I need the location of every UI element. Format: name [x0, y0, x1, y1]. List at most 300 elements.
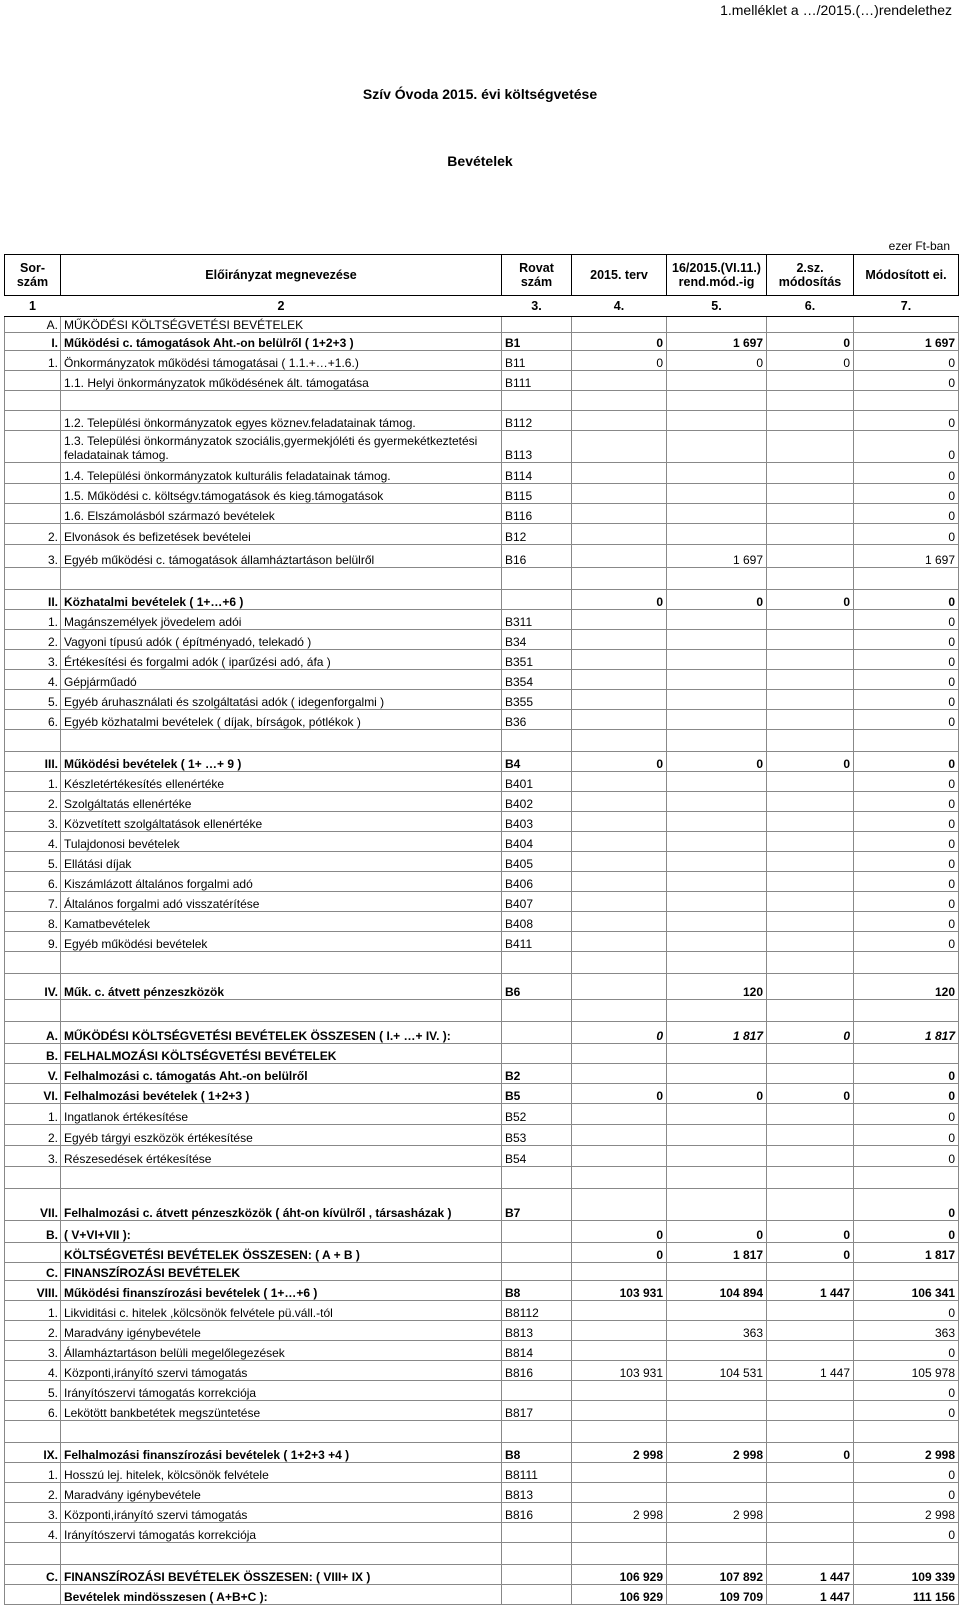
- row-number: 8.: [5, 912, 61, 932]
- row-number: 3.: [5, 812, 61, 832]
- row-number: III.: [5, 752, 61, 772]
- value-2015-plan: [572, 852, 667, 872]
- value-modositott: 0: [854, 504, 959, 524]
- value-rend-mod: 1 697: [667, 333, 767, 351]
- row-code: B351: [502, 650, 572, 670]
- value-modositas: [767, 1125, 854, 1146]
- value-rend-mod: [667, 630, 767, 650]
- value-2015-plan: [572, 1483, 667, 1503]
- table-row: [5, 411, 959, 431]
- row-code: [502, 1565, 572, 1585]
- value-modositott: 0: [854, 1221, 959, 1243]
- value-modositott: 109 339: [854, 1565, 959, 1585]
- value-rend-mod: [667, 1044, 767, 1064]
- value-2015-plan: [572, 568, 667, 590]
- row-code: [502, 1523, 572, 1543]
- row-code: B311: [502, 610, 572, 630]
- value-modositott: [854, 1543, 959, 1565]
- table-row: [5, 932, 959, 952]
- row-number: 3.: [5, 1503, 61, 1523]
- row-code: B402: [502, 792, 572, 812]
- value-modositas: [767, 952, 854, 974]
- row-number: 2.: [5, 792, 61, 812]
- row-number: 2.: [5, 1125, 61, 1146]
- value-2015-plan: 0: [572, 333, 667, 351]
- row-label: Hosszú lej. hitelek, kölcsönök felvétele: [61, 1463, 502, 1483]
- value-modositott: 0: [854, 1463, 959, 1483]
- value-2015-plan: [572, 912, 667, 932]
- row-code: B405: [502, 852, 572, 872]
- table-row: [5, 832, 959, 852]
- row-number: 3.: [5, 1341, 61, 1361]
- value-modositott: 0: [854, 610, 959, 630]
- value-2015-plan: [572, 670, 667, 690]
- value-modositas: [767, 730, 854, 752]
- value-2015-plan: [572, 1341, 667, 1361]
- table-row: [5, 630, 959, 650]
- value-modositas: [767, 411, 854, 431]
- value-modositott: 0: [854, 431, 959, 463]
- value-2015-plan: [572, 431, 667, 463]
- row-number: 6.: [5, 710, 61, 730]
- value-modositott: 1 697: [854, 333, 959, 351]
- row-label: Általános forgalmi adó visszatérítése: [61, 892, 502, 912]
- row-number: 5.: [5, 852, 61, 872]
- row-number: A.: [5, 317, 61, 333]
- budget-table: [4, 254, 959, 1605]
- value-2015-plan: 0: [572, 351, 667, 371]
- table-row: [5, 1084, 959, 1104]
- row-number: VI.: [5, 1084, 61, 1104]
- row-number: IV.: [5, 974, 61, 1000]
- value-modositas: [767, 912, 854, 932]
- row-label: Szolgáltatás ellenértéke: [61, 792, 502, 812]
- value-modositott: [854, 391, 959, 411]
- row-label: Magánszemélyek jövedelem adói: [61, 610, 502, 630]
- column-number: 6.: [767, 296, 854, 317]
- row-label: MŰKÖDÉSI KÖLTSÉGVETÉSI BEVÉTELEK ÖSSZESEN ( I.+ …+ IV. ):: [61, 1022, 502, 1044]
- row-code: B8112: [502, 1301, 572, 1321]
- table-row: [5, 317, 959, 333]
- row-label: FINANSZÍROZÁSI BEVÉTELEK ÖSSZESEN: ( VIII+ IX ): [61, 1565, 502, 1585]
- row-number: B.: [5, 1044, 61, 1064]
- row-code: B2: [502, 1064, 572, 1084]
- value-modositott: 105 978: [854, 1361, 959, 1381]
- row-label: ( V+VI+VII ):: [61, 1221, 502, 1243]
- value-modositott: 0: [854, 1401, 959, 1421]
- row-code: B16: [502, 545, 572, 568]
- value-modositott: 0: [854, 670, 959, 690]
- value-modositott: 0: [854, 752, 959, 772]
- row-code: [502, 1243, 572, 1263]
- row-code: B816: [502, 1361, 572, 1381]
- value-rend-mod: [667, 1263, 767, 1281]
- row-label: Önkormányzatok működési támogatásai ( 1.1.+…+1.6.): [61, 351, 502, 371]
- value-modositott: [854, 952, 959, 974]
- value-2015-plan: [572, 463, 667, 484]
- value-rend-mod: [667, 730, 767, 752]
- row-label: Közhatalmi bevételek ( 1+…+6 ): [61, 590, 502, 610]
- table-row: [5, 1361, 959, 1381]
- value-rend-mod: [667, 912, 767, 932]
- value-2015-plan: [572, 1167, 667, 1189]
- row-code: B1: [502, 333, 572, 351]
- row-number: 2.: [5, 524, 61, 545]
- value-rend-mod: [667, 1104, 767, 1125]
- value-modositas: [767, 1401, 854, 1421]
- value-modositas: 1 447: [767, 1361, 854, 1381]
- row-number: 3.: [5, 650, 61, 670]
- row-label: Felhalmozási bevételek ( 1+2+3 ): [61, 1084, 502, 1104]
- table-row: [5, 1044, 959, 1064]
- row-number: VII.: [5, 1189, 61, 1221]
- row-number: [5, 730, 61, 752]
- value-rend-mod: [667, 872, 767, 892]
- row-number: A.: [5, 1022, 61, 1044]
- value-2015-plan: 103 931: [572, 1281, 667, 1301]
- value-rend-mod: 2 998: [667, 1443, 767, 1463]
- row-label: [61, 952, 502, 974]
- table-row: [5, 812, 959, 832]
- value-rend-mod: [667, 1146, 767, 1167]
- table-row: [5, 974, 959, 1000]
- value-2015-plan: 0: [572, 1084, 667, 1104]
- value-modositott: 0: [854, 524, 959, 545]
- value-2015-plan: [572, 872, 667, 892]
- value-rend-mod: [667, 463, 767, 484]
- value-modositas: [767, 1104, 854, 1125]
- value-rend-mod: 0: [667, 752, 767, 772]
- value-modositas: [767, 670, 854, 690]
- table-row: [5, 545, 959, 568]
- table-row: [5, 710, 959, 730]
- value-modositas: [767, 1321, 854, 1341]
- row-label: Központi,irányító szervi támogatás: [61, 1361, 502, 1381]
- row-label: Vagyoni típusú adók ( építményadó, telekadó ): [61, 630, 502, 650]
- table-row: [5, 730, 959, 752]
- value-2015-plan: [572, 1463, 667, 1483]
- row-code: [502, 952, 572, 974]
- value-rend-mod: 109 709: [667, 1585, 767, 1605]
- row-label: Elvonások és befizetések bevételei: [61, 524, 502, 545]
- row-code: [502, 1044, 572, 1064]
- value-rend-mod: [667, 1341, 767, 1361]
- row-code: B113: [502, 431, 572, 463]
- value-2015-plan: [572, 411, 667, 431]
- row-number: 4.: [5, 1523, 61, 1543]
- row-label: Irányítószervi támogatás korrekciója: [61, 1381, 502, 1401]
- value-modositas: 0: [767, 1243, 854, 1263]
- value-modositott: 0: [854, 912, 959, 932]
- value-modositott: 0: [854, 792, 959, 812]
- value-2015-plan: [572, 1125, 667, 1146]
- column-number: 1: [5, 296, 61, 317]
- value-2015-plan: [572, 1543, 667, 1565]
- value-modositas: [767, 852, 854, 872]
- value-modositott: 0: [854, 852, 959, 872]
- value-2015-plan: [572, 892, 667, 912]
- value-2015-plan: 106 929: [572, 1565, 667, 1585]
- value-2015-plan: [572, 1044, 667, 1064]
- value-rend-mod: [667, 610, 767, 630]
- value-rend-mod: [667, 391, 767, 411]
- row-label: Felhalmozási c. támogatás Aht.-on belülről: [61, 1064, 502, 1084]
- value-modositas: [767, 1341, 854, 1361]
- row-number: 4.: [5, 670, 61, 690]
- table-row: [5, 610, 959, 630]
- table-row: [5, 1381, 959, 1401]
- value-rend-mod: 1 697: [667, 545, 767, 568]
- value-modositott: 2 998: [854, 1503, 959, 1523]
- row-label: Lekötött bankbetétek megszüntetése: [61, 1401, 502, 1421]
- row-code: B406: [502, 872, 572, 892]
- value-rend-mod: [667, 524, 767, 545]
- value-2015-plan: [572, 1263, 667, 1281]
- value-modositott: 111 156: [854, 1585, 959, 1605]
- value-rend-mod: 1 817: [667, 1243, 767, 1263]
- value-2015-plan: [572, 974, 667, 1000]
- value-modositas: 0: [767, 351, 854, 371]
- row-code: B408: [502, 912, 572, 932]
- value-2015-plan: [572, 391, 667, 411]
- value-2015-plan: [572, 1321, 667, 1341]
- table-row: [5, 1503, 959, 1523]
- value-modositas: [767, 1463, 854, 1483]
- row-code: [502, 1022, 572, 1044]
- value-2015-plan: [572, 772, 667, 792]
- row-number: 2.: [5, 630, 61, 650]
- table-row: [5, 568, 959, 590]
- value-modositott: [854, 317, 959, 333]
- row-number: 1.: [5, 1301, 61, 1321]
- value-modositas: [767, 792, 854, 812]
- value-2015-plan: [572, 1104, 667, 1125]
- value-modositas: [767, 1189, 854, 1221]
- row-code: B813: [502, 1321, 572, 1341]
- row-number: 5.: [5, 690, 61, 710]
- value-modositas: [767, 504, 854, 524]
- row-code: B354: [502, 670, 572, 690]
- value-rend-mod: [667, 690, 767, 710]
- row-code: B34: [502, 630, 572, 650]
- value-2015-plan: 0: [572, 752, 667, 772]
- row-code: B403: [502, 812, 572, 832]
- value-modositas: 0: [767, 752, 854, 772]
- row-label: Irányítószervi támogatás korrekciója: [61, 1523, 502, 1543]
- row-number: 6.: [5, 872, 61, 892]
- row-number: 2.: [5, 1321, 61, 1341]
- table-row: [5, 1463, 959, 1483]
- value-modositas: [767, 832, 854, 852]
- table-row: [5, 772, 959, 792]
- document-subtitle: Bevételek: [447, 153, 513, 169]
- row-number: [5, 463, 61, 484]
- table-row: [5, 1341, 959, 1361]
- value-rend-mod: [667, 484, 767, 504]
- value-modositott: [854, 1167, 959, 1189]
- row-label: FELHALMOZÁSI KÖLTSÉGVETÉSI BEVÉTELEK: [61, 1044, 502, 1064]
- column-header-modositas: 2.sz. módosítás: [767, 255, 854, 296]
- value-rend-mod: [667, 1064, 767, 1084]
- table-row: [5, 792, 959, 812]
- value-modositott: 0: [854, 351, 959, 371]
- row-code: B54: [502, 1146, 572, 1167]
- column-header-sor-szam: Sor-szám: [5, 255, 61, 296]
- value-rend-mod: [667, 431, 767, 463]
- value-modositas: [767, 650, 854, 670]
- value-2015-plan: [572, 1523, 667, 1543]
- value-modositas: [767, 690, 854, 710]
- annex-note: 1.melléklet a …/2015.(…)rendelethez: [720, 2, 952, 18]
- value-rend-mod: [667, 1125, 767, 1146]
- row-code: B8111: [502, 1463, 572, 1483]
- column-number: 3.: [502, 296, 572, 317]
- row-label: Központi,irányító szervi támogatás: [61, 1503, 502, 1523]
- row-label: Ellátási díjak: [61, 852, 502, 872]
- row-number: 9.: [5, 932, 61, 952]
- row-label: Működési finanszírozási bevételek ( 1+…+6 ): [61, 1281, 502, 1301]
- value-modositas: 0: [767, 333, 854, 351]
- column-header-2015-terv: 2015. terv: [572, 255, 667, 296]
- value-modositas: [767, 1044, 854, 1064]
- value-modositas: [767, 1064, 854, 1084]
- row-code: B114: [502, 463, 572, 484]
- value-rend-mod: [667, 932, 767, 952]
- table-row: [5, 524, 959, 545]
- value-modositas: [767, 484, 854, 504]
- value-2015-plan: [572, 690, 667, 710]
- value-rend-mod: [667, 710, 767, 730]
- row-code: B112: [502, 411, 572, 431]
- row-code: B53: [502, 1125, 572, 1146]
- value-rend-mod: 104 531: [667, 1361, 767, 1381]
- table-row: [5, 1064, 959, 1084]
- value-modositas: [767, 772, 854, 792]
- value-rend-mod: [667, 1523, 767, 1543]
- row-label: Egyéb működési bevételek: [61, 932, 502, 952]
- value-2015-plan: 2 998: [572, 1443, 667, 1463]
- column-header-eloiranyzat: Előirányzat megnevezése: [61, 255, 502, 296]
- value-modositott: 1 817: [854, 1243, 959, 1263]
- value-2015-plan: [572, 1301, 667, 1321]
- value-rend-mod: 2 998: [667, 1503, 767, 1523]
- value-modositott: 0: [854, 1341, 959, 1361]
- row-label: Készletértékesítés ellenértéke: [61, 772, 502, 792]
- row-number: [5, 1421, 61, 1443]
- value-2015-plan: [572, 832, 667, 852]
- value-modositott: 120: [854, 974, 959, 1000]
- row-code: [502, 730, 572, 752]
- value-modositott: 363: [854, 1321, 959, 1341]
- table-row: [5, 1421, 959, 1443]
- row-label: 1.5. Működési c. költségv.támogatások és kieg.támogatások: [61, 484, 502, 504]
- value-rend-mod: 120: [667, 974, 767, 1000]
- row-code: [502, 568, 572, 590]
- value-rend-mod: [667, 1543, 767, 1565]
- table-row: [5, 670, 959, 690]
- value-2015-plan: [572, 1146, 667, 1167]
- value-modositott: 0: [854, 812, 959, 832]
- value-modositas: [767, 568, 854, 590]
- column-header-rend-mod: 16/2015.(VI.11.) rend.mód.-ig: [667, 255, 767, 296]
- value-rend-mod: [667, 1483, 767, 1503]
- value-modositas: [767, 710, 854, 730]
- row-label: Felhalmozási finanszírozási bevételek ( 1+2+3 +4 ): [61, 1443, 502, 1463]
- table-row: [5, 872, 959, 892]
- row-number: [5, 952, 61, 974]
- row-number: 5.: [5, 1381, 61, 1401]
- value-modositott: [854, 1000, 959, 1022]
- column-header-modositott-ei: Módosított ei.: [854, 255, 959, 296]
- value-rend-mod: 0: [667, 590, 767, 610]
- value-rend-mod: [667, 892, 767, 912]
- table-row: [5, 1104, 959, 1125]
- table-row: [5, 912, 959, 932]
- row-label: Értékesítési és forgalmi adók ( iparűzési adó, áfa ): [61, 650, 502, 670]
- row-number: [5, 371, 61, 391]
- value-modositott: 0: [854, 650, 959, 670]
- value-modositas: [767, 1503, 854, 1523]
- row-label: Gépjárműadó: [61, 670, 502, 690]
- value-modositas: [767, 1421, 854, 1443]
- value-modositas: [767, 1381, 854, 1401]
- value-rend-mod: [667, 832, 767, 852]
- value-modositott: 0: [854, 892, 959, 912]
- row-code: B36: [502, 710, 572, 730]
- row-label: Egyéb működési c. támogatások államháztartáson belülről: [61, 545, 502, 568]
- value-rend-mod: [667, 1000, 767, 1022]
- table-row: [5, 484, 959, 504]
- row-number: I.: [5, 333, 61, 351]
- value-rend-mod: [667, 504, 767, 524]
- value-modositott: 0: [854, 1104, 959, 1125]
- row-number: 3.: [5, 1146, 61, 1167]
- table-row: [5, 463, 959, 484]
- value-modositott: 0: [854, 690, 959, 710]
- value-rend-mod: [667, 317, 767, 333]
- value-modositas: 1 447: [767, 1281, 854, 1301]
- table-row: [5, 1189, 959, 1221]
- value-modositas: [767, 1263, 854, 1281]
- value-2015-plan: [572, 812, 667, 832]
- table-row: [5, 1443, 959, 1463]
- value-rend-mod: [667, 1301, 767, 1321]
- table-row: [5, 1523, 959, 1543]
- table-row: [5, 1281, 959, 1301]
- value-2015-plan: [572, 1064, 667, 1084]
- row-number: 3.: [5, 545, 61, 568]
- row-label: [61, 1167, 502, 1189]
- table-row: [5, 1263, 959, 1281]
- value-modositas: 0: [767, 1443, 854, 1463]
- value-rend-mod: [667, 1463, 767, 1483]
- value-modositott: 0: [854, 411, 959, 431]
- table-row: [5, 590, 959, 610]
- row-label: [61, 1543, 502, 1565]
- row-label: Műk. c. átvett pénzeszközök: [61, 974, 502, 1000]
- row-number: [5, 1000, 61, 1022]
- value-modositas: [767, 1167, 854, 1189]
- table-row: [5, 1243, 959, 1263]
- row-code: [502, 1421, 572, 1443]
- value-modositott: 1 817: [854, 1022, 959, 1044]
- row-code: B404: [502, 832, 572, 852]
- value-2015-plan: [572, 524, 667, 545]
- value-rend-mod: [667, 812, 767, 832]
- value-modositott: 0: [854, 710, 959, 730]
- row-code: B12: [502, 524, 572, 545]
- value-2015-plan: 0: [572, 590, 667, 610]
